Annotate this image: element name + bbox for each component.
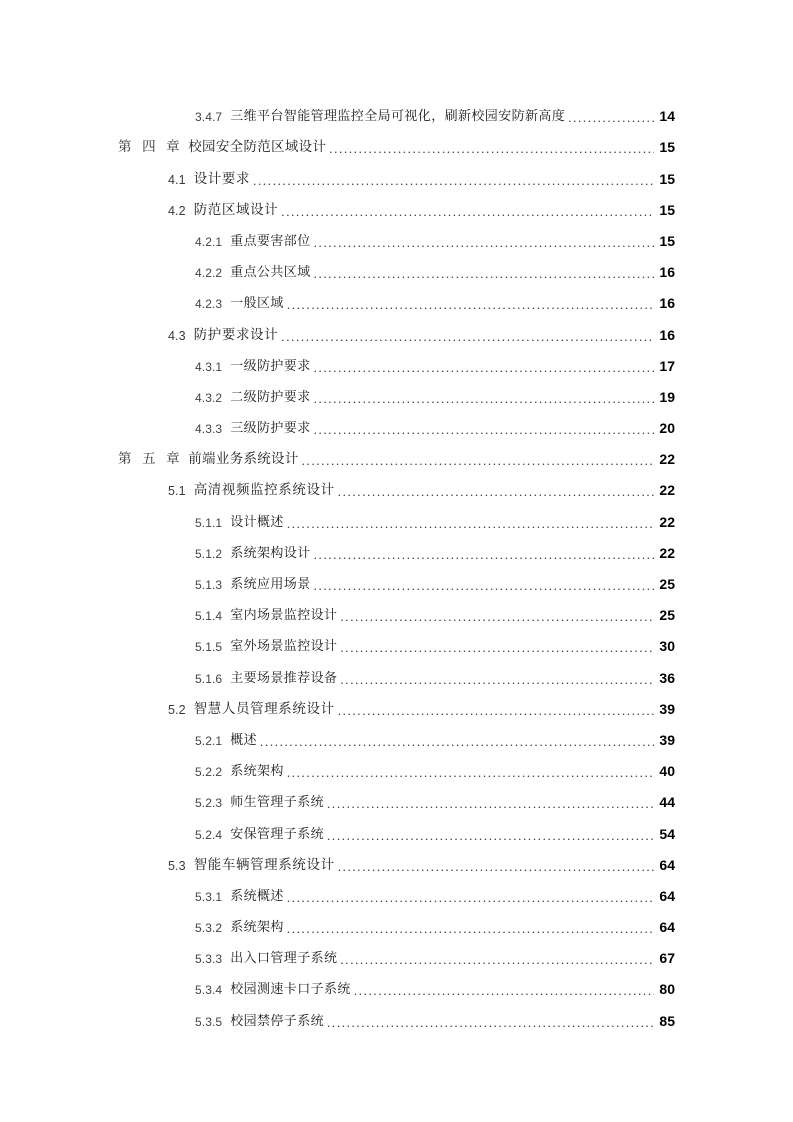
- toc-entry[interactable]: [195, 405, 675, 436]
- toc-entry-title: 二级防护要求: [230, 388, 311, 404]
- toc-entry-title: 防范区域设计: [193, 201, 279, 217]
- toc-dot-leader: [314, 360, 654, 374]
- toc-dot-leader: [327, 828, 654, 842]
- toc-dot-leader: [340, 953, 654, 967]
- toc-dot-leader: [287, 766, 654, 780]
- toc-dot-leader: [287, 890, 654, 904]
- toc-entry[interactable]: [195, 530, 675, 561]
- toc-dot-leader: [329, 142, 654, 156]
- toc-entry-title: 主要场景推荐设备: [230, 669, 338, 685]
- toc-entry-title: 师生管理子系统: [230, 794, 325, 810]
- toc-entry-title: 三级防护要求: [230, 420, 311, 436]
- toc-entry-page-number: 17: [659, 357, 675, 374]
- toc-entry[interactable]: [118, 124, 675, 155]
- toc-entry-number: 5.3.4: [195, 983, 223, 998]
- toc-entry-page-number: 30: [659, 638, 675, 655]
- toc-entry-title: 校园测速卡口子系统: [230, 981, 351, 997]
- toc-entry-page-number: 39: [659, 731, 675, 748]
- toc-dot-leader: [260, 734, 654, 748]
- toc-entry-number: 4.2: [168, 203, 186, 218]
- toc-entry-title: 智慧人员管理系统设计: [193, 700, 335, 716]
- toc-entry-title: 校园禁停子系统: [230, 1012, 325, 1028]
- toc-entry-page-number: 85: [659, 1012, 675, 1029]
- toc-entry-title: 系统概述: [230, 887, 284, 903]
- toc-entry-title: 系统架构: [230, 919, 284, 935]
- toc-entry[interactable]: [195, 935, 675, 966]
- toc-entry[interactable]: [195, 904, 675, 935]
- toc-entry-number: 4.3.2: [195, 390, 223, 405]
- toc-entry-number: 第 五 章: [118, 451, 184, 467]
- toc-entry[interactable]: [195, 779, 675, 810]
- toc-entry[interactable]: [195, 93, 675, 124]
- toc-entry[interactable]: [195, 623, 675, 654]
- toc-entry-title: 系统架构: [230, 763, 284, 779]
- toc-dot-leader: [568, 111, 654, 125]
- toc-entry-number: 4.2.2: [195, 266, 223, 281]
- toc-entry-title: 高清视频监控系统设计: [193, 482, 335, 498]
- toc-entry-page-number: 25: [659, 576, 675, 592]
- toc-entry-page-number: 15: [659, 139, 675, 156]
- toc-entry[interactable]: [195, 249, 675, 280]
- toc-entry-title: 安保管理子系统: [230, 825, 325, 841]
- toc-entry-number: 5.2.2: [195, 765, 223, 780]
- toc-dot-leader: [340, 641, 654, 655]
- toc-entry[interactable]: [168, 187, 675, 218]
- toc-entry-title: 概述: [230, 731, 258, 747]
- toc-entry-title: 重点要害部位: [230, 232, 311, 248]
- toc-dot-leader: [253, 173, 654, 187]
- toc-entry-number: 5.2: [168, 702, 186, 717]
- toc-entry-title: 室外场景监控设计: [230, 638, 338, 654]
- toc-entry[interactable]: [195, 592, 675, 623]
- toc-entry[interactable]: [195, 218, 675, 249]
- toc-entry-page-number: 15: [659, 232, 675, 249]
- toc-dot-leader: [340, 672, 654, 686]
- toc-dot-leader: [281, 204, 654, 218]
- toc-entry-page-number: 15: [659, 170, 675, 187]
- toc-dot-leader: [314, 235, 654, 249]
- toc-dot-leader: [287, 516, 654, 530]
- toc-entry-number: 3.4.7: [195, 110, 223, 125]
- toc-entry-number: 5.1.5: [195, 640, 223, 655]
- toc-entry-title: 三维平台智能管理监控全局可视化，刷新校园安防新高度: [230, 108, 566, 124]
- toc-entry-page-number: 22: [659, 513, 675, 530]
- toc-entry-title: 重点公共区域: [230, 264, 311, 280]
- toc-entry-number: 4.3.1: [195, 359, 223, 374]
- toc-entry-page-number: 64: [659, 887, 675, 904]
- toc-entry-number: 5.2.1: [195, 733, 223, 748]
- toc-entry-title: 校园安全防范区域设计: [188, 139, 327, 155]
- toc-entry-title: 系统应用场景: [230, 576, 311, 591]
- toc-entry-title: 智能车辆管理系统设计: [193, 856, 335, 872]
- toc-dot-leader: [314, 391, 654, 405]
- toc-dot-leader: [287, 922, 654, 936]
- toc-entry-number: 第 四 章: [118, 139, 184, 155]
- toc-dot-leader: [314, 423, 654, 437]
- toc-entry[interactable]: [195, 561, 675, 592]
- toc-entry-number: 4.2.3: [195, 297, 223, 312]
- toc-entry[interactable]: [195, 374, 675, 405]
- toc-dot-leader: [327, 1015, 654, 1029]
- toc-entry-page-number: 22: [659, 482, 675, 499]
- toc-entry-number: 5.3.1: [195, 889, 223, 904]
- toc-entry-page-number: 14: [659, 108, 675, 125]
- toc-entry-title: 设计概述: [230, 513, 284, 529]
- toc-dot-leader: [314, 547, 654, 561]
- toc-dot-leader: [314, 579, 654, 593]
- toc-entry-number: 4.2.1: [195, 234, 223, 249]
- toc-entry-page-number: 25: [659, 607, 675, 624]
- toc-entry-number: 5.1: [168, 484, 186, 499]
- toc-entry-number: 5.3.5: [195, 1014, 223, 1029]
- toc-dot-leader: [338, 859, 654, 873]
- toc-dot-leader: [338, 703, 654, 717]
- toc-entry-page-number: 39: [659, 700, 675, 717]
- toc-entry-page-number: 16: [659, 295, 675, 312]
- toc-entry-page-number: 20: [659, 420, 675, 437]
- table-of-contents: [118, 93, 675, 1029]
- toc-entry-page-number: 64: [659, 856, 675, 873]
- toc-entry-page-number: 64: [659, 919, 675, 936]
- toc-entry[interactable]: [168, 467, 675, 498]
- toc-entry-number: 5.1.6: [195, 671, 223, 686]
- toc-entry[interactable]: [195, 654, 675, 685]
- toc-entry-page-number: 16: [659, 326, 675, 343]
- toc-entry-page-number: 36: [659, 669, 675, 686]
- toc-entry-number: 5.3: [168, 858, 186, 873]
- toc-entry-number: 5.1.2: [195, 546, 223, 561]
- toc-entry-title: 一般区域: [230, 295, 284, 311]
- toc-entry-number: 5.3.2: [195, 921, 223, 936]
- toc-entry[interactable]: [195, 343, 675, 374]
- toc-entry-number: 5.2.4: [195, 827, 223, 842]
- toc-dot-leader: [302, 454, 654, 468]
- toc-entry-page-number: 54: [659, 825, 675, 842]
- toc-entry-number: 5.1.1: [195, 515, 223, 530]
- toc-entry[interactable]: [195, 717, 675, 748]
- toc-entry[interactable]: [195, 997, 675, 1028]
- toc-dot-leader: [340, 610, 654, 624]
- toc-entry-page-number: 67: [659, 950, 675, 967]
- toc-entry[interactable]: [195, 873, 675, 904]
- toc-entry-number: 4.3: [168, 328, 186, 343]
- toc-entry[interactable]: [168, 842, 675, 873]
- toc-dot-leader: [314, 267, 654, 281]
- toc-entry[interactable]: [168, 686, 675, 717]
- toc-entry-page-number: 22: [659, 451, 675, 468]
- toc-entry-page-number: 40: [659, 763, 675, 780]
- toc-entry[interactable]: [195, 498, 675, 529]
- toc-entry-title: 一级防护要求: [230, 357, 311, 373]
- toc-entry-page-number: 19: [659, 388, 675, 405]
- toc-dot-leader: [338, 485, 654, 499]
- toc-entry-page-number: 16: [659, 264, 675, 281]
- toc-entry-page-number: 15: [659, 201, 675, 218]
- toc-entry-title: 出入口管理子系统: [230, 950, 338, 966]
- toc-entry[interactable]: [195, 966, 675, 997]
- toc-entry[interactable]: [195, 810, 675, 841]
- toc-dot-leader: [281, 329, 654, 343]
- toc-entry-number: 5.2.3: [195, 796, 223, 811]
- toc-dot-leader: [354, 984, 654, 998]
- toc-entry-page-number: 22: [659, 544, 675, 561]
- toc-entry-page-number: 80: [659, 981, 675, 998]
- toc-entry[interactable]: [168, 155, 675, 186]
- toc-entry-title: 前端业务系统设计: [188, 451, 299, 467]
- toc-entry[interactable]: [118, 436, 675, 467]
- toc-entry-number: 5.1.3: [195, 578, 223, 592]
- toc-entry-title: 室内场景监控设计: [230, 607, 338, 623]
- toc-entry-number: 5.3.3: [195, 952, 223, 967]
- toc-entry-number: 5.1.4: [195, 609, 223, 624]
- toc-entry[interactable]: [195, 748, 675, 779]
- toc-entry[interactable]: [168, 311, 675, 342]
- toc-dot-leader: [327, 797, 654, 811]
- toc-entry-title: 防护要求设计: [193, 326, 279, 342]
- toc-entry-number: 4.3.3: [195, 422, 223, 437]
- toc-entry-number: 4.1: [168, 172, 186, 187]
- toc-dot-leader: [287, 298, 654, 312]
- toc-entry-page-number: 44: [659, 794, 675, 811]
- toc-entry[interactable]: [195, 280, 675, 311]
- toc-entry-title: 设计要求: [193, 170, 251, 186]
- toc-entry-title: 系统架构设计: [230, 544, 311, 560]
